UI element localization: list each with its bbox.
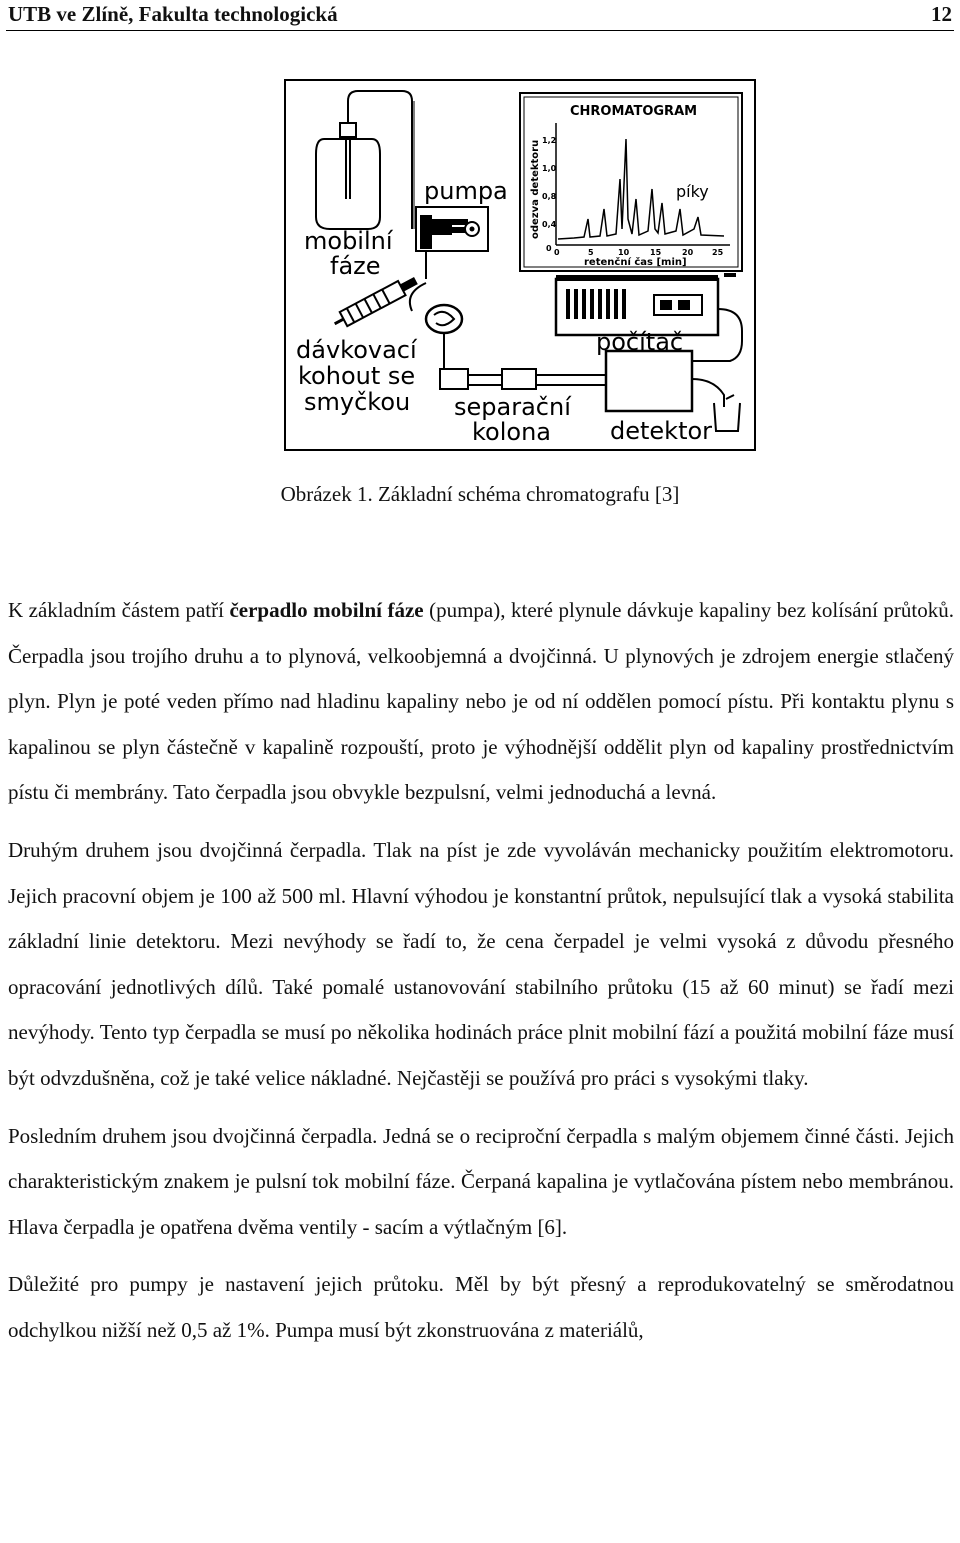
page-header	[0, 0, 960, 34]
x-tick-1: 0	[554, 248, 560, 257]
label-pocitac: počítač	[596, 328, 684, 356]
body-text	[8, 588, 954, 1354]
figure-caption: Obrázek 1. Základní schéma chromatografu [3]	[280, 482, 680, 506]
label-davkovaci-3: smyčkou	[304, 388, 411, 416]
paragraph-2: Druhým druhem jsou dvojčinná čerpadla. Tlak na píst je zde vyvoláván mechanicky použitím elektromotoru. Jejich pracovní objem je 100 až 500 ml. Hlavní výhodou je konstantní průtok, nepulsující tlak a vysoká stabilita základní linie detektoru. Mezi nevýhody se řadí to, že cena čerpadel je velmi vysoká z důvodu přesného opracování jednotlivých dílů. Také pomalé ustanovování stabilního průtoku (15 až 60 minut) se řadí mezi nevýhody. Tento typ čerpadla se musí po několika hodinách práce plnit mobilní fází a použitá mobilní fáze musí být odvzdušněna, což je také velice nákladné. Nejčastěji se používá pro práci s vysokými tlaky.	[8, 837, 954, 1090]
label-mobilni: mobilní	[304, 227, 393, 255]
diagram-svg	[284, 79, 756, 451]
label-davkovaci-2: kohout se	[298, 362, 416, 390]
chromatogram-screen	[520, 93, 742, 277]
paragraph-1	[8, 588, 954, 816]
label-pumpa: pumpa	[424, 177, 508, 205]
chromatograph-diagram	[284, 79, 756, 451]
y-tick-3: 0,8	[542, 192, 557, 201]
x-tick-3: 10	[618, 248, 630, 257]
label-kolona: kolona	[472, 418, 551, 446]
chromatogram-xlabel: retenční čas [min]	[584, 257, 687, 268]
chromatogram-title: CHROMATOGRAM	[570, 104, 698, 119]
x-tick-4: 15	[650, 248, 662, 257]
x-tick-6: 25	[712, 248, 724, 257]
detector-icon	[606, 351, 692, 411]
page-number: 12	[931, 2, 952, 26]
y-tick-4: 0,4	[542, 220, 557, 229]
x-tick-2: 5	[588, 248, 594, 257]
label-detektor: detektor	[610, 417, 713, 445]
paragraph-4: Důležité pro pumpy je nastavení jejich průtoku. Měl by být přesný a reprodukovatelný se směrodatnou odchylkou nižší než 0,5 až 1%. Pumpa musí být zkonstruována z materiálů,	[8, 1272, 954, 1342]
label-separacni: separační	[454, 393, 571, 421]
label-faze: fáze	[330, 252, 381, 280]
y-tick-2: 1,0	[542, 164, 557, 173]
y-tick-1: 1,2	[542, 136, 557, 145]
label-davkovaci-1: dávkovací	[296, 336, 417, 364]
paragraph-1-rest: (pumpa), které plynule dávkuje kapaliny bez kolísání průtoků. Čerpadla jsou trojího druhu a to plynová, velkoobjemná a dvojčinná. U plynových je zdrojem energie stlačený plyn. Plyn je poté veden přímo nad hladinu kapaliny nebo je od ní oddělen pomocí pístu. Při kontaktu plynu s kapalinou se plyn částečně v kapalině rozpouští, proto je výhodnější oddělit plyn od kapaliny prostřednictvím pístu či membrány. Tato čerpadla jsou obvykle bezpulsní, velmi jednoduchá a levná.	[8, 598, 954, 805]
paragraph-1-intro: K základním částem patří	[8, 598, 230, 622]
computer-icon	[556, 275, 718, 335]
header-rule	[6, 30, 954, 31]
paragraph-1-bold: čerpadlo mobilní fáze	[229, 598, 424, 622]
y-tick-5: 0	[546, 244, 552, 253]
x-tick-5: 20	[682, 248, 694, 257]
header-title: UTB ve Zlíně, Fakulta technologická	[8, 2, 338, 26]
mobile-phase-bottle-icon	[316, 123, 380, 229]
label-piky: píky	[676, 182, 709, 201]
pump-icon	[416, 207, 488, 251]
chromatogram-ylabel: odezva detektoru	[530, 139, 541, 239]
paragraph-3: Posledním druhem jsou dvojčinná čerpadla. Jedná se o reciproční čerpadla s malým objemem činné části. Jejich charakteristickým znakem je pulsní tok mobilní fáze. Čerpaná kapalina je vytlačována pístem nebo membránou. Hlava čerpadla je opatřena dvěma ventily - sacím a výtlačným [6].	[8, 1123, 954, 1239]
